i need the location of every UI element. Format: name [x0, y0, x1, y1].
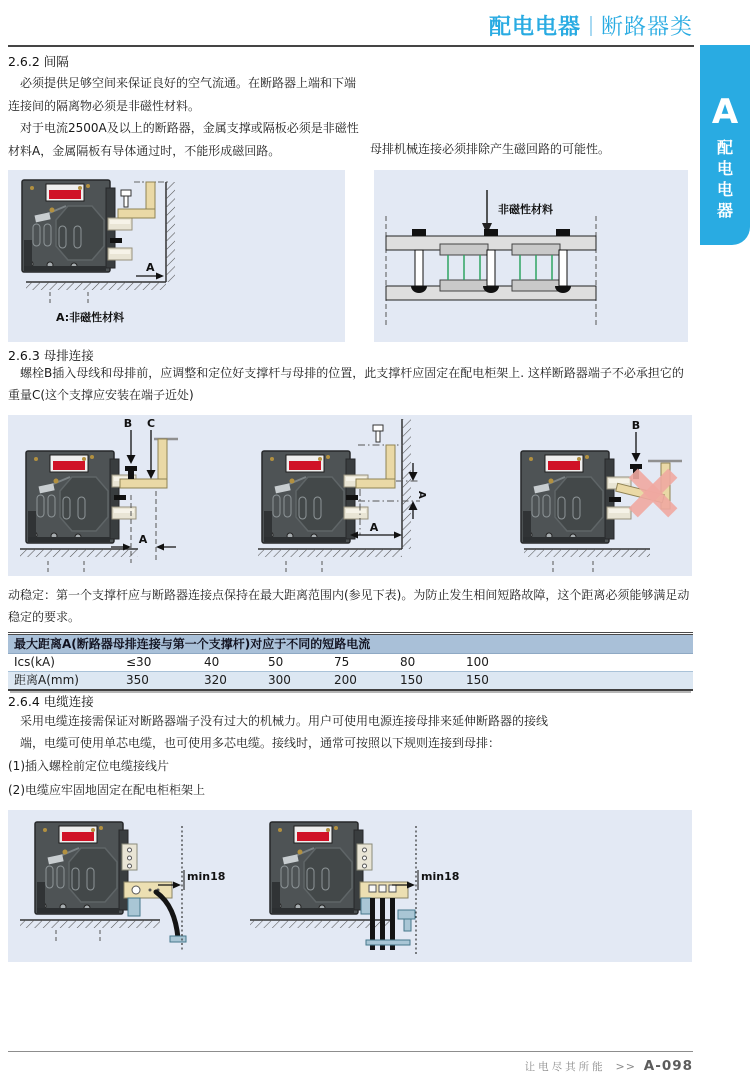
para-2-6-2-p2: 对于电流2500A及以上的断路器，金属支撑或隔板必须是非磁性材料A，金属隔板有导体通过时，不能形成磁回路。 [8, 121, 359, 158]
diagram-panel-cable [8, 810, 692, 962]
dim-label-min18: min18 [187, 870, 226, 883]
bolt-icon [121, 190, 131, 207]
para-dynamic-stability: 动稳定：第一个支撑杆应与断路器连接点保持在最大距离范围内(参见下表)。为防止发生相间短路故障，这个距离必须能够满足动稳定的要求。 [8, 588, 690, 624]
short-circuit-distance-table [8, 632, 693, 691]
label-non-magnetic: 非磁性材料 [498, 203, 553, 216]
busbar-horizontal [118, 209, 155, 218]
frame-bracket [404, 919, 411, 931]
page-title-primary: 配电电器 [488, 15, 581, 40]
table-cell: 300 [268, 673, 291, 687]
para-2-6-2 [8, 72, 366, 162]
circuit-breaker-illustration [22, 180, 115, 272]
dim-label-a-vertical: A [416, 491, 427, 499]
heading-2-6-3: 2.6.3 母排连接 [8, 348, 94, 363]
table-cell: 350 [126, 673, 149, 687]
cable-fixing [366, 940, 410, 945]
table-cell: ≤30 [126, 655, 152, 669]
section-tab[interactable] [700, 45, 750, 245]
page-footer [8, 1058, 693, 1074]
dim-label-a: A [146, 261, 155, 274]
header-rule [8, 45, 694, 47]
section-tab-label: 配电电器 [716, 138, 733, 220]
table-cell: 距离A(mm) [14, 673, 79, 687]
cable [156, 892, 178, 938]
terminal-block [108, 218, 132, 230]
table-cell: 40 [204, 655, 220, 669]
page-header [489, 10, 693, 41]
dim-label-min18: min18 [421, 870, 460, 883]
cable-single-core [20, 822, 225, 950]
table-cell: 80 [400, 655, 416, 669]
dim-label-c: C [146, 417, 156, 430]
footer-separator: >> [615, 1060, 636, 1073]
heading-2-6-2: 2.6.2 间隔 [8, 54, 69, 69]
table-cell: 100 [466, 655, 489, 669]
table-cell: 50 [268, 655, 284, 669]
footer-rule [8, 1051, 693, 1052]
table-row [8, 654, 693, 672]
dim-label-b: B [123, 417, 133, 430]
terminal-block [108, 248, 132, 260]
cable-fixing [170, 936, 186, 942]
cable-multi-core [250, 822, 459, 954]
insulated-rods [448, 255, 552, 280]
cable-diagram [8, 810, 692, 962]
dim-label-b: B [631, 419, 641, 432]
busbar-diagram [374, 170, 688, 342]
table-cell: Ics(kA) [14, 655, 55, 669]
wall-hatch [166, 182, 175, 282]
footer-slogan: 让电尽其所能 [524, 1061, 606, 1073]
diagram-panel-spacing [8, 170, 345, 342]
para-2-6-2-p1: 必须提供足够空间来保证良好的空气流通。在断路器上端和下端连接间的隔离物必须是非磁性材料。 [8, 76, 357, 113]
dim-label-a: A [138, 533, 148, 546]
table-cell: 320 [204, 673, 227, 687]
diagram-panel-busbar [374, 170, 688, 342]
heading-2-6-4: 2.6.4 电缆连接 [8, 694, 94, 709]
caption-non-magnetic: A:非磁性材料 [56, 311, 125, 324]
cable-clamp [128, 898, 140, 916]
support-incorrect [521, 419, 682, 573]
table-cell: 75 [334, 655, 350, 669]
note-busbar-mechanical: 母排机械连接必须排除产生磁回路的可能性。 [370, 142, 611, 156]
table-cell: 200 [334, 673, 357, 687]
para-2-6-4: 采用电缆连接需保证对断路器端子没有过大的机械力。用户可使用电源连接母排来延伸断路器的接线端，电缆可使用单芯电缆，也可使用多芯电缆。接线时，通常可按照以下规则连接到母排： [20, 714, 549, 750]
footer-page-number: A-098 [643, 1058, 693, 1074]
busbar-top [386, 236, 596, 250]
support-correct-1 [20, 417, 178, 573]
cable-rule-2: (2)电缆应牢固地固定在配电柜柜架上 [8, 783, 205, 797]
ground-hatch [26, 282, 166, 290]
page-title-secondary: 断路器类 [600, 15, 693, 40]
table-cell: 150 [466, 673, 489, 687]
dim-arrowhead [156, 273, 164, 280]
splice-plates [440, 244, 560, 291]
section-tab-letter: A [711, 92, 739, 132]
diagram-panel-support [8, 415, 692, 576]
para-2-6-3: 螺栓B插入母线和母排前，应调整和定位好支撑杆与母排的位置，此支撑杆应固定在配电柜架上. 这样断路器端子不必承担它的重量C(这个支撑应安装在端子近处) [8, 366, 684, 402]
frame-bracket [398, 910, 415, 919]
cable-rule-1: (1)插入螺栓前定位电缆接线片 [8, 759, 169, 773]
support-correct-2 [258, 419, 427, 573]
terminal-bolt [110, 238, 122, 243]
table-title: 最大距离A(断路器母排连接与第一个支撑杆)对应于不同的短路电流 [8, 635, 693, 654]
title-divider [590, 16, 592, 36]
table-cell: 150 [400, 673, 423, 687]
spacing-diagram [8, 170, 345, 342]
dim-label-a-horizontal: A [369, 521, 379, 534]
cable-clamp [361, 898, 371, 914]
support-diagram [8, 415, 692, 576]
table-row [8, 672, 693, 689]
